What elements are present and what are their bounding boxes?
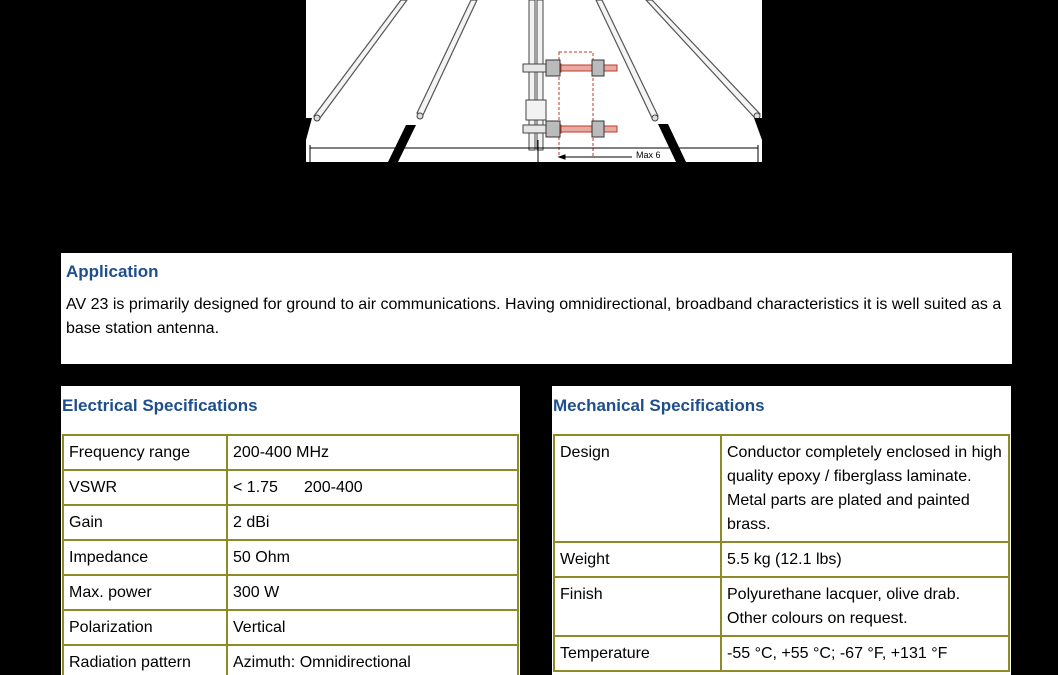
electrical-heading: Electrical Specifications bbox=[62, 396, 258, 415]
table-row bbox=[554, 435, 1009, 542]
vswr-range: 200-400 bbox=[303, 479, 363, 496]
electrical-table bbox=[62, 434, 519, 675]
table-row bbox=[63, 645, 518, 675]
mount-wedge bbox=[306, 118, 312, 140]
spec-label: Frequency range bbox=[63, 435, 227, 470]
spec-label: Polarization bbox=[63, 610, 227, 645]
radial-tip bbox=[652, 115, 658, 121]
spec-value: 300 W bbox=[227, 575, 518, 610]
spec-value bbox=[227, 470, 518, 505]
radial-tip bbox=[314, 115, 320, 121]
spec-value: 2 dBi bbox=[227, 505, 518, 540]
radial-tip bbox=[417, 113, 423, 119]
vswr-value: < 1.75 bbox=[233, 479, 278, 496]
table-row bbox=[554, 636, 1009, 671]
table-row bbox=[63, 435, 518, 470]
table-row bbox=[63, 540, 518, 575]
dimension-label: Max 6 bbox=[636, 150, 661, 160]
table-row bbox=[63, 575, 518, 610]
application-section bbox=[61, 253, 1012, 364]
mechanical-heading: Mechanical Specifications bbox=[553, 396, 765, 415]
table-row bbox=[63, 470, 518, 505]
spec-label: Finish bbox=[554, 577, 721, 636]
spec-value: 50 Ohm bbox=[227, 540, 518, 575]
spec-value: -55 °C, +55 °C; -67 °F, +131 °F bbox=[721, 636, 1009, 671]
application-heading: Application bbox=[66, 262, 159, 281]
table-row bbox=[63, 610, 518, 645]
spec-label: VSWR bbox=[63, 470, 227, 505]
antenna-drawing-svg bbox=[306, 0, 762, 162]
mount-wedge bbox=[658, 124, 686, 162]
spec-label: Impedance bbox=[63, 540, 227, 575]
spec-value: Azimuth: Omnidirectional bbox=[227, 645, 518, 675]
radial-left-outer bbox=[314, 0, 407, 118]
spec-label: Design bbox=[554, 435, 721, 542]
mechanical-table bbox=[553, 434, 1010, 672]
spec-value: Conductor completely enclosed in high quality epoxy / fiberglass laminate. Metal parts are plated and painted brass. bbox=[721, 435, 1009, 542]
electrical-specifications bbox=[61, 386, 520, 675]
spec-value: 200-400 MHz bbox=[227, 435, 518, 470]
spec-label: Weight bbox=[554, 542, 721, 577]
spec-label: Temperature bbox=[554, 636, 721, 671]
radial-right-outer bbox=[646, 0, 760, 117]
mechanical-specifications bbox=[552, 386, 1011, 675]
antenna-drawing bbox=[306, 0, 762, 162]
spec-value: Polyurethane lacquer, olive drab. Other colours on request. bbox=[721, 577, 1009, 636]
application-body: AV 23 is primarily designed for ground to air communications. Having omnidirectional, broadband characteristics it is well suited as a base station antenna. bbox=[66, 296, 1002, 337]
spec-label: Max. power bbox=[63, 575, 227, 610]
table-row bbox=[554, 577, 1009, 636]
radial-left-inner bbox=[417, 0, 477, 115]
spec-value: Vertical bbox=[227, 610, 518, 645]
mount-wedge bbox=[754, 118, 762, 140]
mount-wedge bbox=[388, 125, 416, 162]
spec-label: Gain bbox=[63, 505, 227, 540]
table-row bbox=[554, 542, 1009, 577]
table-row bbox=[63, 505, 518, 540]
spec-label: Radiation pattern bbox=[63, 645, 227, 675]
spec-value: 5.5 kg (12.1 lbs) bbox=[721, 542, 1009, 577]
radial-right-inner bbox=[596, 0, 658, 118]
